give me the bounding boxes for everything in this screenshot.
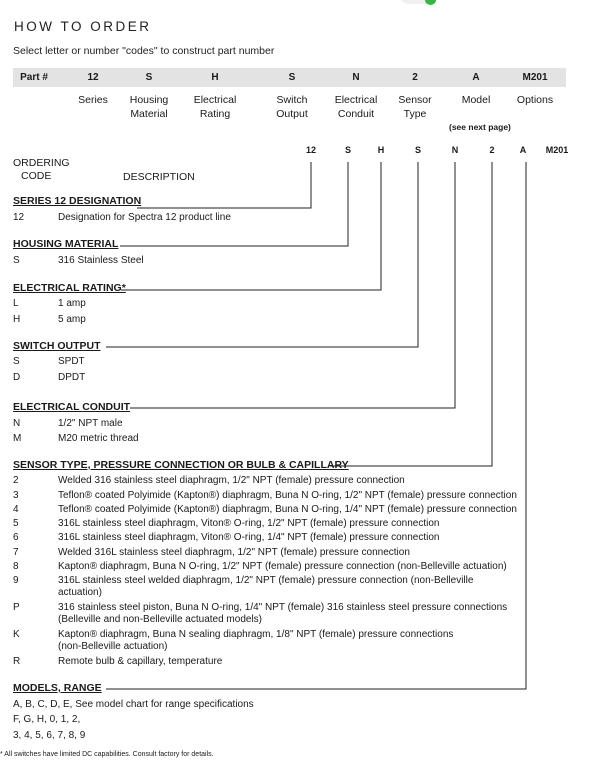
caption-series: Series <box>78 94 108 106</box>
part-value-model: A <box>472 72 480 83</box>
code-row-options: M201 <box>545 145 569 155</box>
caption-options: Options <box>516 94 554 106</box>
code-switch-d: D <box>13 372 21 383</box>
code-housing-s: S <box>13 255 20 266</box>
desc-sensor-3: Teflon® coated Polyimide (Kapton®) diaphragm, Buna N O-ring, 1/2" NPT (female) pressure connection <box>58 490 517 501</box>
page-title: HOW TO ORDER <box>14 19 152 34</box>
section-title-models: MODELS, RANGE <box>13 682 102 694</box>
code-switch-s: S <box>13 356 20 367</box>
connector-conduit <box>130 162 455 408</box>
desc-sensor-4: Teflon® coated Polyimide (Kapton®) diaphragm, Buna N O-ring, 1/4" NPT (female) pressure connection <box>58 504 517 515</box>
code-sensor-8: 8 <box>13 561 19 572</box>
section-title-switch: SWITCH OUTPUT <box>13 340 101 352</box>
code-sensor-p: P <box>13 602 20 613</box>
connector-sensor <box>330 162 492 466</box>
caption-rating: Electrical Rating <box>193 94 237 120</box>
connector-rating <box>121 162 381 290</box>
code-sensor-3: 3 <box>13 490 19 501</box>
code-row-model: A <box>519 145 527 155</box>
models-line-1: A, B, C, D, E, See model chart for range specifications <box>13 699 254 710</box>
section-title-housing: HOUSING MATERIAL <box>13 238 119 250</box>
part-value-options: M201 <box>522 72 548 83</box>
code-sensor-5: 5 <box>13 518 19 529</box>
code-sensor-7: 7 <box>13 547 19 558</box>
code-row-conduit: N <box>451 145 459 155</box>
desc-switch-d: DPDT <box>58 372 86 383</box>
code-sensor-2: 2 <box>13 475 19 486</box>
code-row-sensor: 2 <box>489 145 495 155</box>
desc-sensor-2: Welded 316 stainless steel diaphragm, 1/2" NPT (female) pressure connection <box>58 475 405 486</box>
desc-series-12: Designation for Spectra 12 product line <box>58 212 231 223</box>
desc-sensor-9: 316L stainless steel welded diaphragm, 1/2" NPT (female) pressure connection (non-Belleville actuation) <box>58 575 474 598</box>
caption-housing: Housing Material <box>129 94 169 120</box>
code-sensor-k: K <box>13 629 20 640</box>
connector-series <box>137 162 311 208</box>
section-title-rating: ELECTRICAL RATING* <box>13 282 126 294</box>
part-value-housing: S <box>145 72 153 83</box>
code-series-12: 12 <box>13 212 25 223</box>
code-conduit-n: N <box>13 418 21 429</box>
ordering-code-header: ORDERING CODE <box>13 157 70 182</box>
desc-switch-s: SPDT <box>58 356 85 367</box>
connector-housing <box>120 162 348 246</box>
code-rating-h: H <box>13 314 21 325</box>
code-sensor-r: R <box>13 656 21 667</box>
caption-switch: Switch Output <box>276 94 308 120</box>
desc-conduit-m: M20 metric thread <box>58 433 139 444</box>
desc-sensor-5: 316L stainless steel diaphragm, Viton® O-ring, 1/2" NPT (female) pressure connection <box>58 518 440 529</box>
desc-sensor-p: 316 stainless steel piston, Buna N O-ring, 1/4" NPT (female) 316 stainless steel pressure connections (Belleville and non-Belleville actuated models) <box>58 602 508 625</box>
code-sensor-4: 4 <box>13 504 19 515</box>
section-title-sensor: SENSOR TYPE, PRESSURE CONNECTION OR BULB & CAPILLARY <box>13 459 349 471</box>
part-value-series: 12 <box>87 72 99 83</box>
desc-conduit-n: 1/2" NPT male <box>58 418 123 429</box>
code-conduit-m: M <box>13 433 22 444</box>
part-label: Part # <box>20 72 48 83</box>
models-line-3: 3, 4, 5, 6, 7, 8, 9 <box>13 730 86 741</box>
description-header: DESCRIPTION <box>123 171 195 183</box>
code-sensor-9: 9 <box>13 575 19 586</box>
connector-switch <box>106 162 418 347</box>
part-value-sensor: 2 <box>412 72 418 83</box>
code-row-rating: H <box>377 145 385 155</box>
desc-sensor-6: 316L stainless steel diaphragm, Viton® O-ring, 1/4" NPT (female) pressure connection <box>58 532 440 543</box>
page-subtitle: Select letter or number "codes" to construct part number <box>13 45 275 57</box>
caption-model: Model <box>461 94 491 106</box>
desc-rating-h: 5 amp <box>58 314 86 325</box>
desc-sensor-k: Kapton® diaphragm, Buna N sealing diaphragm, 1/8" NPT (female) pressure connections (non-Belleville actuation) <box>58 629 454 652</box>
code-sensor-6: 6 <box>13 532 19 543</box>
code-rating-l: L <box>13 298 19 309</box>
code-row-series: 12 <box>305 145 317 155</box>
code-row-housing: S <box>344 145 352 155</box>
caption-sensor: Sensor Type <box>398 94 432 120</box>
part-value-rating: H <box>211 72 219 83</box>
section-title-series: SERIES 12 DESIGNATION <box>13 195 142 207</box>
desc-rating-l: 1 amp <box>58 298 86 309</box>
caption-conduit: Electrical Conduit <box>334 94 378 120</box>
part-value-switch: S <box>288 72 296 83</box>
see-next-page-note: (see next page) <box>449 122 511 132</box>
desc-sensor-8: Kapton® diaphragm, Buna N O-ring, 1/2" NPT (female) pressure connection (non-Belleville actuation) <box>58 561 507 572</box>
desc-housing-s: 316 Stainless Steel <box>58 255 144 266</box>
code-row-switch: S <box>414 145 422 155</box>
section-title-conduit: ELECTRICAL CONDUIT <box>13 401 131 413</box>
part-value-conduit: N <box>352 72 360 83</box>
desc-sensor-7: Welded 316L stainless steel diaphragm, 1/2" NPT (female) pressure connection <box>58 547 410 558</box>
models-line-2: F, G, H, 0, 1, 2, <box>13 714 81 725</box>
footnote: * All switches have limited DC capabilities. Consult factory for details. <box>0 751 214 758</box>
desc-sensor-r: Remote bulb & capillary, temperature <box>58 656 223 667</box>
